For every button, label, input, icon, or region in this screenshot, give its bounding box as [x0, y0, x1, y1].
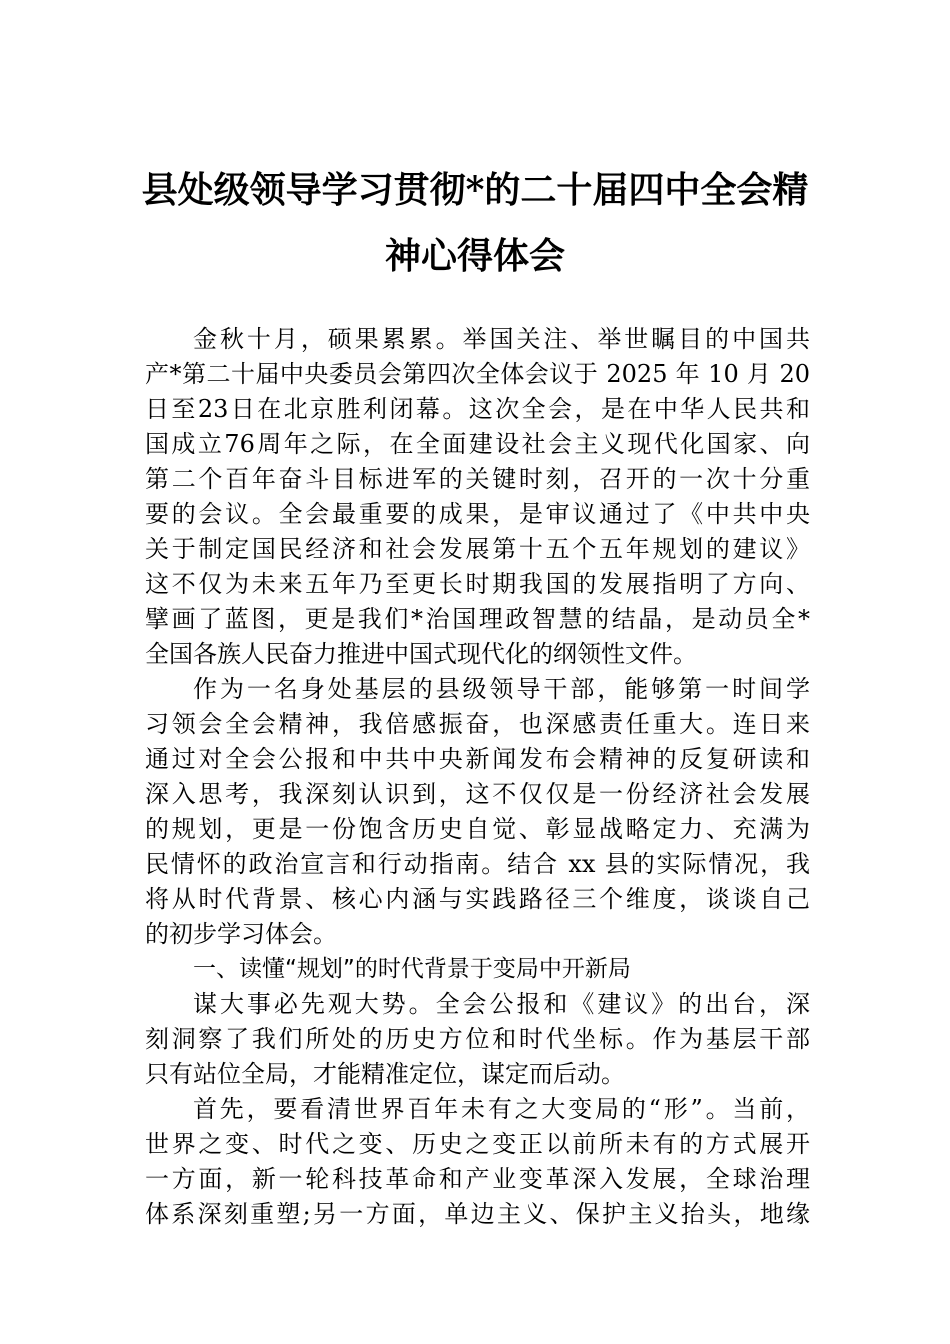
- section-heading: 一、读懂“规划”的时代背景于变局中开新局: [193, 956, 631, 982]
- document-body: [145, 322, 810, 1232]
- body-line: 全国各族人民奋力推进中国式现代化的纲领性文件。: [145, 640, 697, 668]
- body-line: 关于制定国民经济和社会发展第十五个五年规划的建议》: [145, 535, 810, 563]
- body-line: 作为一名身处基层的县级领导干部，能够第一时间学: [193, 675, 810, 703]
- body-line: 只有站位全局，才能精准定位，谋定而后动。: [145, 1060, 625, 1088]
- document-title-line-1: 县处级领导学习贯彻*的二十届四中全会精: [141, 169, 809, 211]
- body-line: 谋大事必先观大势。全会公报和《建议》的出台，深: [193, 990, 810, 1018]
- body-line: 国成立76周年之际，在全面建设社会主义现代化国家、向: [145, 430, 810, 458]
- body-line: 日至23日在北京胜利闭幕。这次全会，是在中华人民共和: [145, 395, 810, 423]
- body-line: 一方面，新一轮科技革命和产业变革深入发展，全球治理: [145, 1165, 810, 1193]
- body-line: 深入思考，我深刻认识到，这不仅仅是一份经济社会发展: [145, 780, 810, 808]
- body-line: 的初步学习体会。: [145, 920, 337, 948]
- body-line: 产*第二十届中央委员会第四次全体会议于 2025 年 10 月 20: [145, 360, 810, 388]
- body-line: 这不仅为未来五年乃至更长时期我国的发展指明了方向、: [145, 570, 810, 598]
- body-line: 将从时代背景、核心内涵与实践路径三个维度，谈谈自己: [145, 885, 810, 913]
- document-title-line-2: 神心得体会: [384, 235, 565, 277]
- body-line: 的规划，更是一份饱含历史自觉、彰显战略定力、充满为: [145, 815, 810, 843]
- body-line: 习领会全会精神，我倍感振奋，也深感责任重大。连日来: [145, 710, 810, 738]
- body-line: 民情怀的政治宣言和行动指南。结合 xx 县的实际情况，我: [145, 850, 810, 878]
- body-line: 通过对全会公报和中共中央新闻发布会精神的反复研读和: [145, 745, 810, 773]
- body-line: 第二个百年奋斗目标进军的关键时刻，召开的一次十分重: [145, 465, 810, 493]
- body-line: 体系深刻重塑;另一方面，单边主义、保护主义抬头，地缘: [145, 1200, 810, 1228]
- body-line: 刻洞察了我们所处的历史方位和时代坐标。作为基层干部: [145, 1025, 810, 1053]
- body-line: 擘画了蓝图，更是我们*治国理政智慧的结晶，是动员全*: [145, 605, 810, 633]
- body-line: 世界之变、时代之变、历史之变正以前所未有的方式展开: [145, 1130, 810, 1158]
- body-line: 要的会议。全会最重要的成果，是审议通过了《中共中央: [145, 500, 810, 528]
- body-line: 金秋十月，硕果累累。举国关注、举世瞩目的中国共: [193, 325, 810, 353]
- body-line: 首先，要看清世界百年未有之大变局的“形”。当前，: [193, 1095, 810, 1123]
